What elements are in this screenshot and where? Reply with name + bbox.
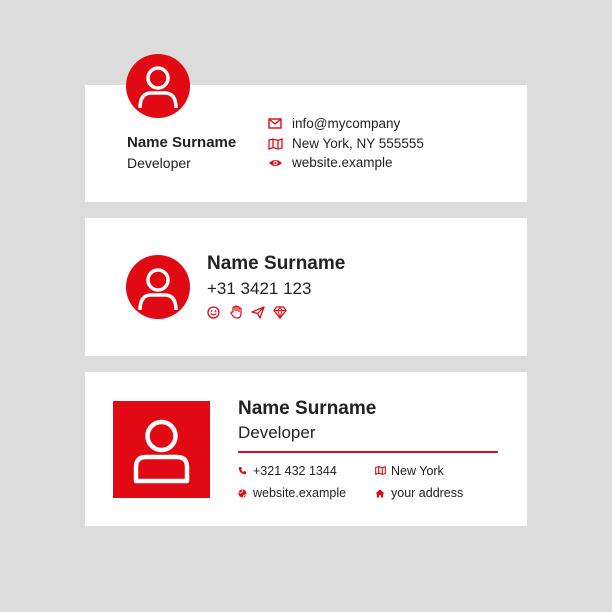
eye-icon	[268, 158, 283, 168]
smiley-icon[interactable]	[207, 306, 220, 319]
diamond-icon[interactable]	[273, 306, 287, 319]
map-icon	[375, 466, 386, 475]
contact-name: Name Surname	[127, 134, 237, 151]
contact-address: your address	[391, 486, 464, 500]
home-icon	[375, 489, 385, 498]
contact-website[interactable]: website.example	[292, 155, 393, 170]
contact-role: Developer	[127, 155, 191, 171]
contact-phone[interactable]: +31 3421 123	[207, 279, 312, 298]
globe-icon	[238, 489, 247, 498]
avatar	[113, 401, 210, 498]
phone-icon	[238, 466, 247, 475]
avatar	[126, 255, 190, 319]
contact-website[interactable]: website.example	[253, 486, 347, 500]
contact-email[interactable]: info@mycompany	[292, 116, 401, 131]
contact-city: New York	[391, 464, 444, 478]
contact-role: Developer	[238, 423, 316, 442]
user-icon	[126, 255, 190, 319]
avatar	[126, 54, 190, 118]
user-icon	[113, 401, 210, 498]
contact-name: Name Surname	[238, 398, 377, 419]
divider	[238, 451, 498, 453]
paper-plane-icon[interactable]	[251, 306, 265, 319]
contact-phone[interactable]: +321 432 1344	[253, 464, 337, 478]
map-icon	[268, 138, 283, 150]
hand-icon[interactable]	[230, 305, 243, 319]
contact-name: Name Surname	[207, 253, 346, 274]
contact-address: New York, NY 555555	[292, 136, 424, 151]
envelope-icon	[268, 118, 282, 129]
user-icon	[126, 54, 190, 118]
